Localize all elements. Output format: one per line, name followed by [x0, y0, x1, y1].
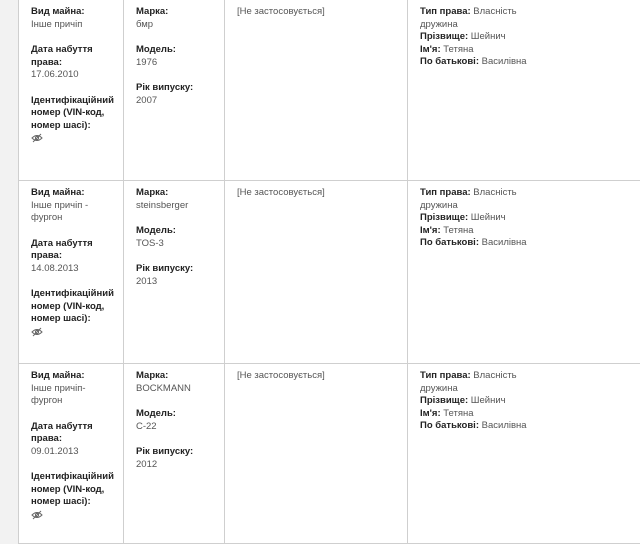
- acquisition-date-label: Дата набуття права:: [31, 237, 93, 261]
- acquisition-date-label: Дата набуття права:: [31, 420, 93, 444]
- patronymic-value: Василівна: [481, 56, 527, 67]
- brand-value: steinsberger: [136, 199, 189, 211]
- brand-value: бмр: [136, 18, 154, 30]
- patronymic-line: [420, 56, 640, 69]
- brand-value: BOCKMANN: [136, 382, 191, 394]
- property-type-label: Вид майна:: [31, 187, 85, 198]
- note-cell: [225, 181, 408, 363]
- surname-label: Прізвище:: [420, 395, 469, 406]
- acquisition-date-value: 17.06.2010: [31, 69, 79, 80]
- name-label: Ім'я:: [420, 43, 441, 55]
- patronymic-label: По батькові:: [420, 56, 479, 67]
- year-label: Рік випуску:: [136, 263, 194, 274]
- property-type-value: Інше причіп-фургон: [31, 382, 86, 406]
- right-type-line: [420, 370, 530, 395]
- year-value: 2013: [136, 275, 158, 287]
- right-type-line: [420, 6, 530, 31]
- vehicle-cell: [124, 364, 225, 543]
- brand-label: Марка:: [136, 370, 169, 381]
- vin-label: Ідентифікаційний номер (VIN-код, номер шасі):: [31, 471, 114, 507]
- surname-value: Шейнич: [470, 31, 506, 42]
- year-value: 2012: [136, 458, 158, 470]
- patronymic-value: Василівна: [481, 237, 527, 248]
- table-row: [19, 364, 640, 544]
- brand-label: Марка:: [136, 6, 169, 17]
- surname-value: Шейнич: [470, 212, 506, 223]
- surname-label: Прізвище:: [420, 212, 469, 223]
- right-type-value: Власність дружина: [420, 370, 517, 394]
- model-value: С-22: [136, 420, 157, 432]
- surname-line: [420, 212, 640, 225]
- model-value: TOS-3: [136, 237, 164, 249]
- patronymic-line: [420, 420, 640, 433]
- name-line: [420, 225, 640, 238]
- surname-line: [420, 395, 640, 408]
- owner-cell: [408, 181, 640, 363]
- table-row: [19, 0, 640, 181]
- brand-label: Марка:: [136, 187, 169, 198]
- name-value: Тетяна: [443, 407, 474, 419]
- model-label: Модель:: [136, 225, 176, 236]
- owner-cell: [408, 364, 640, 543]
- not-applicable-text: [Не застосовується]: [237, 187, 325, 198]
- property-cell: [19, 364, 124, 543]
- property-type-label: Вид майна:: [31, 370, 85, 381]
- year-label: Рік випуску:: [136, 446, 194, 457]
- not-applicable-text: [Не застосовується]: [237, 6, 325, 17]
- patronymic-label: По батькові:: [420, 237, 479, 248]
- eye-slash-icon: [31, 133, 43, 143]
- name-value: Тетяна: [443, 224, 474, 236]
- patronymic-line: [420, 237, 640, 250]
- not-applicable-text: [Не застосовується]: [237, 370, 325, 381]
- acquisition-date-value: 14.08.2013: [31, 262, 79, 274]
- vin-label: Ідентифікаційний номер (VIN-код, номер шасі):: [31, 288, 114, 324]
- name-line: [420, 44, 640, 57]
- vin-label: Ідентифікаційний номер (VIN-код, номер шасі):: [31, 94, 114, 131]
- surname-line: [420, 31, 640, 44]
- right-type-label: Тип права:: [420, 187, 471, 198]
- vehicle-cell: [124, 0, 225, 180]
- model-value: 1976: [136, 56, 158, 68]
- eye-slash-icon: [31, 327, 43, 337]
- right-type-value: Власність дружина: [420, 6, 517, 30]
- surname-label: Прізвище:: [420, 31, 469, 42]
- eye-slash-icon: [31, 510, 43, 520]
- property-type-value: Інше причіп - фургон: [31, 199, 89, 223]
- owner-cell: [408, 0, 640, 180]
- acquisition-date-value: 09.01.2013: [31, 445, 79, 457]
- right-type-label: Тип права:: [420, 370, 471, 381]
- table-row: [19, 181, 640, 364]
- model-label: Модель:: [136, 44, 176, 55]
- year-value: 2007: [136, 94, 158, 106]
- property-cell: [19, 0, 124, 180]
- name-label: Ім'я:: [420, 224, 441, 236]
- model-label: Модель:: [136, 408, 176, 419]
- right-type-value: Власність дружина: [420, 187, 517, 211]
- acquisition-date-label: Дата набуття права:: [31, 44, 93, 68]
- right-type-label: Тип права:: [420, 6, 471, 17]
- name-label: Ім'я:: [420, 407, 441, 419]
- property-cell: [19, 181, 124, 363]
- note-cell: [225, 364, 408, 543]
- surname-value: Шейнич: [470, 395, 506, 406]
- year-label: Рік випуску:: [136, 82, 194, 93]
- property-type-value: Інше причіп: [31, 18, 83, 30]
- note-cell: [225, 0, 408, 180]
- property-type-label: Вид майна:: [31, 6, 85, 17]
- vehicles-table: [18, 0, 640, 544]
- vehicle-cell: [124, 181, 225, 363]
- patronymic-value: Василівна: [481, 420, 527, 431]
- name-value: Тетяна: [443, 43, 474, 55]
- name-line: [420, 408, 640, 421]
- right-type-line: [420, 187, 530, 212]
- patronymic-label: По батькові:: [420, 420, 479, 431]
